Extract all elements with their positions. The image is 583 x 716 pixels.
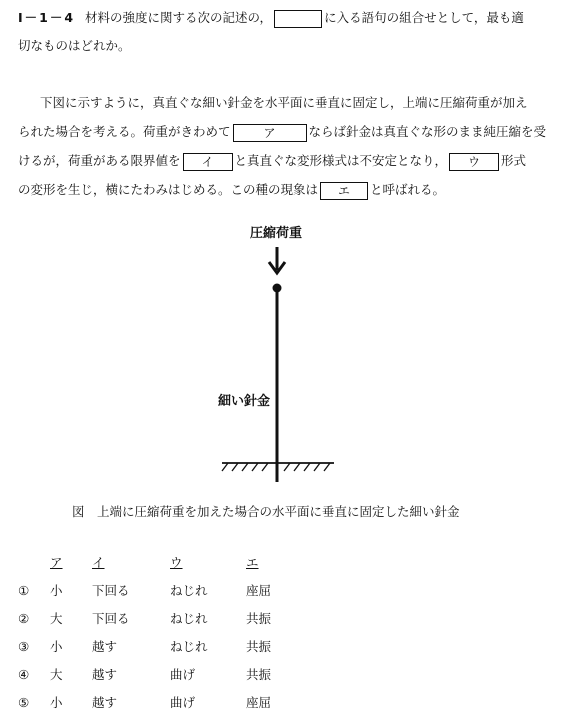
- header-e: エ: [246, 555, 259, 570]
- choice-row[interactable]: [18, 576, 316, 604]
- question-blank-box: [274, 10, 322, 28]
- fixed-ground-icon: [222, 463, 334, 471]
- choice-number: ④: [18, 666, 30, 682]
- choice-number: ⑤: [18, 694, 30, 710]
- blank-e-box: エ: [320, 182, 368, 200]
- choice-a: 大: [50, 667, 63, 682]
- question-line-1: [18, 8, 524, 28]
- question-line-2: 切なものはどれか。: [18, 38, 131, 53]
- header-u: ウ: [170, 555, 183, 570]
- passage-text: けるが，荷重がある限界値を: [18, 153, 181, 168]
- choice-u: ねじれ: [170, 611, 208, 626]
- question-text-b: に入る語句の組合せとして，最も適: [324, 10, 524, 25]
- header-i: イ: [92, 555, 105, 570]
- choice-row[interactable]: [18, 604, 316, 632]
- header-a: ア: [50, 555, 63, 570]
- choice-a: 小: [50, 583, 63, 598]
- blank-u-box: ウ: [449, 153, 499, 171]
- choice-number: ①: [18, 582, 30, 598]
- choice-u: 曲げ: [170, 667, 196, 682]
- passage-text: の変形を生じ，横にたわみはじめる。この種の現象は: [18, 182, 319, 197]
- choice-e: 共振: [246, 667, 272, 682]
- passage-text: 形式: [501, 153, 527, 168]
- passage-text: と呼ばれる。: [370, 182, 446, 197]
- blank-i-box: イ: [183, 153, 233, 171]
- choices-table: [18, 548, 316, 716]
- choice-u: ねじれ: [170, 639, 208, 654]
- load-label: 圧縮荷重: [250, 226, 303, 241]
- passage-line-1: 下図に示すように，真直ぐな細い針金を水平面に垂直に固定し，上端に圧縮荷重が加え: [40, 95, 528, 110]
- choice-i: 下回る: [92, 583, 130, 598]
- blank-a-box: ア: [233, 124, 307, 142]
- choice-a: 小: [50, 695, 63, 710]
- passage-text: ならば針金は真直ぐな形のまま純圧縮を受: [308, 124, 547, 139]
- choices-header-row: [18, 548, 316, 576]
- passage-line-2: [18, 122, 546, 142]
- choice-e: 座屈: [246, 583, 272, 598]
- choice-e: 座屈: [246, 695, 272, 710]
- passage-text: られた場合を考える。荷重がきわめて: [18, 124, 231, 139]
- choice-e: 共振: [246, 611, 272, 626]
- choice-a: 大: [50, 611, 63, 626]
- passage-text: と真直ぐな変形様式は不安定となり，: [234, 153, 448, 168]
- choice-e: 共振: [246, 639, 272, 654]
- question-number: I－1－4: [18, 10, 76, 25]
- wire-tip-dot: [273, 284, 282, 293]
- choice-i: 越す: [92, 667, 118, 682]
- choice-i: 越す: [92, 639, 118, 654]
- choice-number: ③: [18, 638, 30, 654]
- choice-a: 小: [50, 639, 63, 654]
- figure-caption: 図 上端に圧縮荷重を加えた場合の水平面に垂直に固定した細い針金: [72, 504, 460, 519]
- choice-u: ねじれ: [170, 583, 208, 598]
- question-text-a: 材料の強度に関する次の記述の，: [85, 10, 273, 25]
- choice-i: 下回る: [92, 611, 130, 626]
- choice-row[interactable]: [18, 660, 316, 688]
- passage-line-3: [18, 151, 526, 171]
- choice-number: ②: [18, 610, 30, 626]
- load-arrow-icon: [269, 247, 285, 273]
- choice-row[interactable]: [18, 632, 316, 660]
- choice-u: 曲げ: [170, 695, 196, 710]
- choice-i: 越す: [92, 695, 118, 710]
- wire-label: 細い針金: [218, 394, 271, 409]
- passage-line-4: [18, 180, 445, 200]
